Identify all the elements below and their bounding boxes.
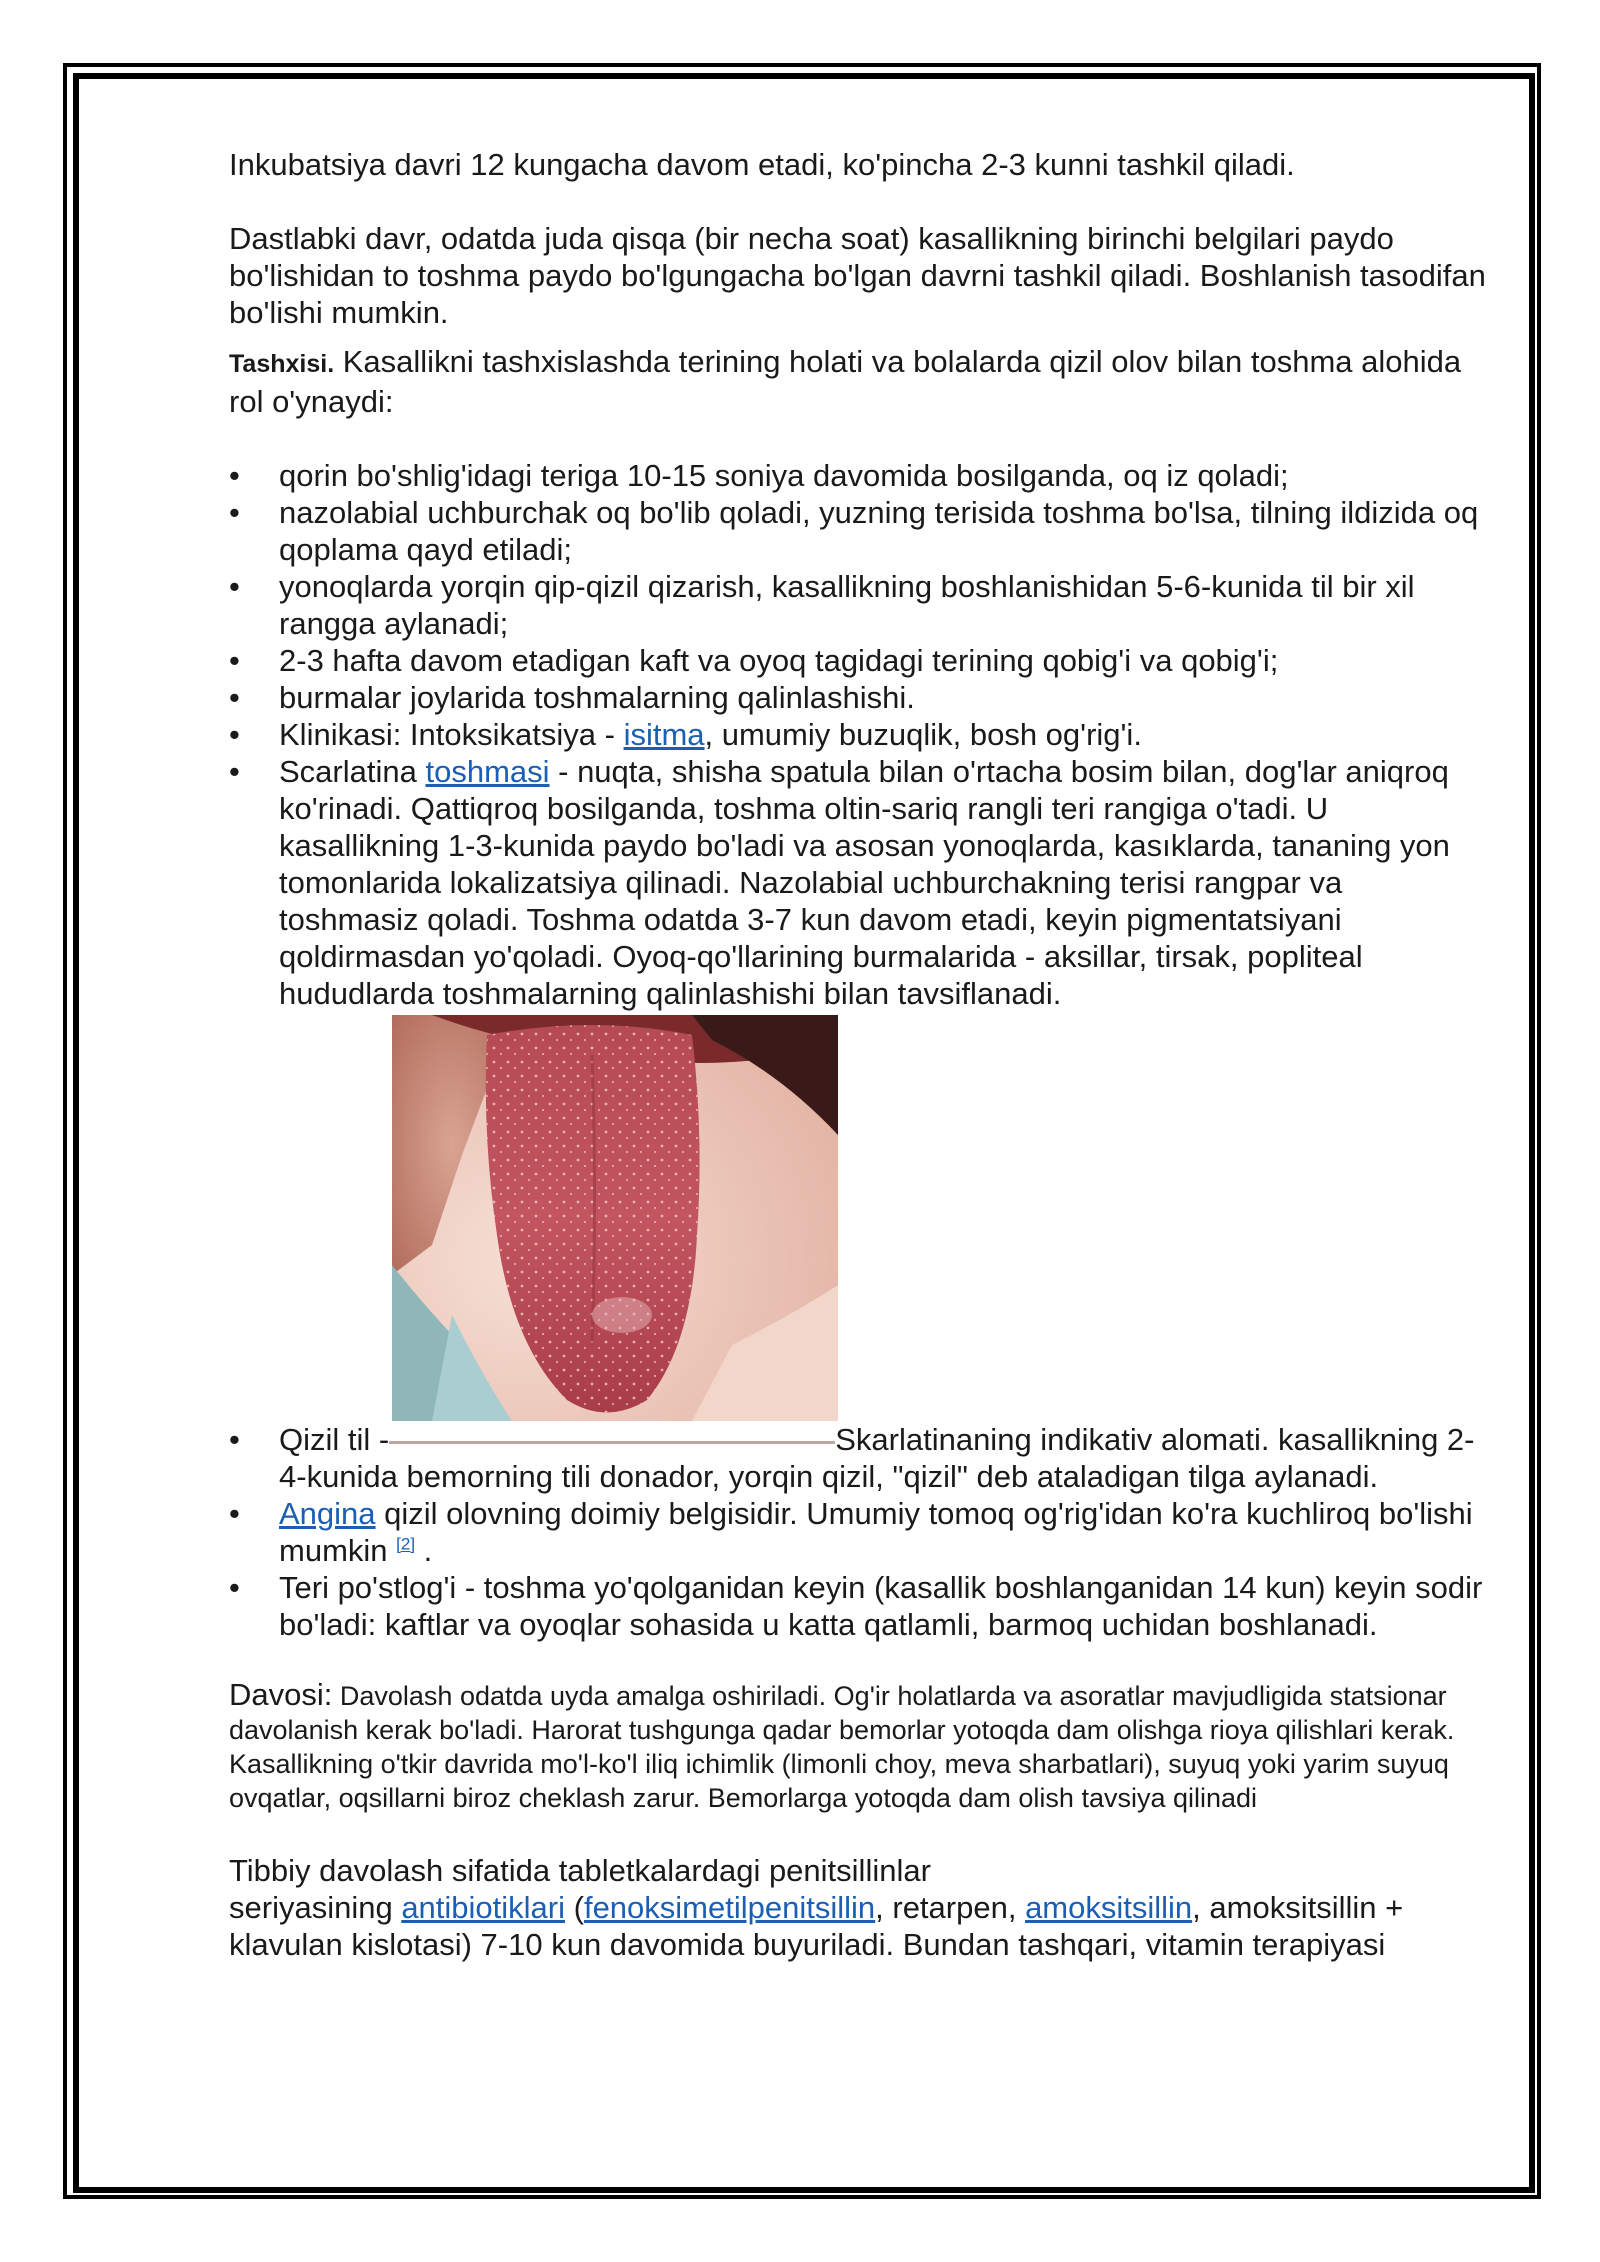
amoksitsillin-link[interactable]: amoksitsillin (1025, 1890, 1193, 1925)
diagnosis-label: Tashxisi. (229, 350, 335, 378)
treatment-paragraph (229, 1678, 1489, 1815)
tongue-photo-wrap (392, 1015, 1489, 1421)
medication-seg3: , retarpen, (875, 1890, 1026, 1925)
list-item: • nazolabial uchburchak oq bo'lib qoladi, yuzning terisida toshma bo'lsa, tilning ildizida oq qoplama qayd etiladi; (279, 494, 1489, 568)
diagnosis-paragraph (229, 343, 1489, 420)
rash-lead: Scarlatina (279, 754, 426, 789)
clinical-list (229, 716, 1489, 1643)
reference-link[interactable]: [2] (396, 1534, 416, 1554)
initial-period-paragraph: Dastlabki davr, odatda juda qisqa (bir necha soat) kasallikning birinchi belgilari paydo bo'lishidan to toshma paydo bo'lgungacha bo'lgan davrni tashkil qiladi. Boshlanish tasodifan bo'lishi mumkin. (229, 221, 1486, 330)
peeling-item: • Teri po'stlog'i - toshma yo'qolganidan keyin (kasallik boshlanganidan 14 kun) keyin sodir bo'ladi: kaftlar va oyoqlar sohasida u katta qatlamli, barmoq uchidan boshlanadi. (279, 1569, 1489, 1643)
tongue-item (279, 1421, 1489, 1495)
rash-tail: - nuqta, shisha spatula bilan o'rtacha bosim bilan, dog'lar aniqroq ko'rinadi. Qattiqroq bosilganda, toshma oltin-sariq rangli teri rangiga o'tadi. U kasallikning 1-3-kunida paydo bo'ladi va asosan yonoqlarda, kasıklarda, tananing yon tomonlarida lokalizatsiya qilinadi. Nazolabial uchburchakning terisi rangpar va toshmasiz qoladi. Toshma odatda 3-7 kun davom etadi, keyin pigmentatsiyani qoldirmasdan yo'qoladi. Oyoq-qo'llarining burmalarida - aksillar, tirsak, popliteal hududlarda toshmalarning qalinlashishi bilan tavsiflanadi. (279, 754, 1450, 1011)
isitma-link[interactable]: isitma (623, 717, 705, 752)
angina-link[interactable]: Angina (279, 1496, 376, 1531)
angina-tail: qizil olovning doimiy belgisidir. Umumiy tomoq og'rig'idan ko'ra kuchliroq bo'lishi mumkin (279, 1496, 1473, 1568)
fenoksimetilpenitsillin-link[interactable]: fenoksimetilpenitsillin (583, 1890, 876, 1925)
angina-end: . (415, 1533, 433, 1568)
medication-seg2: ( (565, 1890, 584, 1925)
antibiotiklari-link[interactable]: antibiotiklari (401, 1890, 566, 1925)
list-item: • burmalar joylarida toshmalarning qalinlashishi. (279, 679, 1489, 716)
treatment-text: Davolash odatda uyda amalga oshiriladi. Og'ir holatlarda va asoratlar mavjudligida statsionar davolanish kerak bo'ladi. Harorat tushgunga qadar bemorlar yotoqda dam olishga rioya qilishlari kerak. Kasallikning o'tkir davrida mo'l-ko'l iliq ichimlik (limonli choy, meva sharbatlari), suyuq yoki yarim suyuq ovqatlar, oqsillarni biroz cheklash zarur. Bemorlarga yotoqda dam olish tavsiya qilinadi (229, 1681, 1455, 1813)
treatment-label: Davosi: (229, 1677, 333, 1712)
tongue-photo-edge (389, 1440, 835, 1444)
clinical-lead: Klinikasi: Intoksikatsiya - (279, 717, 624, 752)
document-body (229, 146, 1489, 1963)
clinical-item (279, 716, 1489, 753)
tongue-photo (392, 1015, 838, 1421)
tongue-tail: Skarlatinaning indikativ alomati. kasallikning 2-4-kunida bemorning tili donador, yorqin qizil, "qizil" deb ataladigan tilga aylanadi. (279, 1422, 1475, 1494)
rash-item (279, 753, 1489, 1421)
angina-item (279, 1495, 1489, 1569)
diagnosis-signs-list (229, 457, 1489, 716)
incubation-paragraph: Inkubatsiya davri 12 kungacha davom etadi, ko'pincha 2-3 kunni tashkil qiladi. (229, 147, 1295, 182)
medication-line1: Tibbiy davolash sifatida tabletkalardagi penitsillinlar (229, 1853, 931, 1888)
tongue-lead: Qizil til - (279, 1422, 390, 1457)
medication-seg1: seriyasining (229, 1890, 402, 1925)
list-item: • qorin bo'shlig'idagi teriga 10-15 soniya davomida bosilganda, oq iz qoladi; (279, 457, 1489, 494)
toshmasi-link[interactable]: toshmasi (425, 754, 550, 789)
medication-paragraph (229, 1852, 1489, 1963)
medication-seg4: , amoksitsillin + klavulan kislotasi) 7-10 kun davomida buyuriladi. Bundan tashqari, vitamin terapiyasi (229, 1890, 1404, 1962)
list-item: • yonoqlarda yorqin qip-qizil qizarish, kasallikning boshlanishidan 5-6-kunida til bir xil rangga aylanadi; (279, 568, 1489, 642)
list-item: • 2-3 hafta davom etadigan kaft va oyoq tagidagi terining qobig'i va qobig'i; (279, 642, 1489, 679)
clinical-tail: , umumiy buzuqlik, bosh og'rig'i. (704, 717, 1142, 752)
diagnosis-text: Kasallikni tashxislashda terining holati va bolalarda qizil olov bilan toshma alohida rol o'ynaydi: (229, 344, 1462, 419)
